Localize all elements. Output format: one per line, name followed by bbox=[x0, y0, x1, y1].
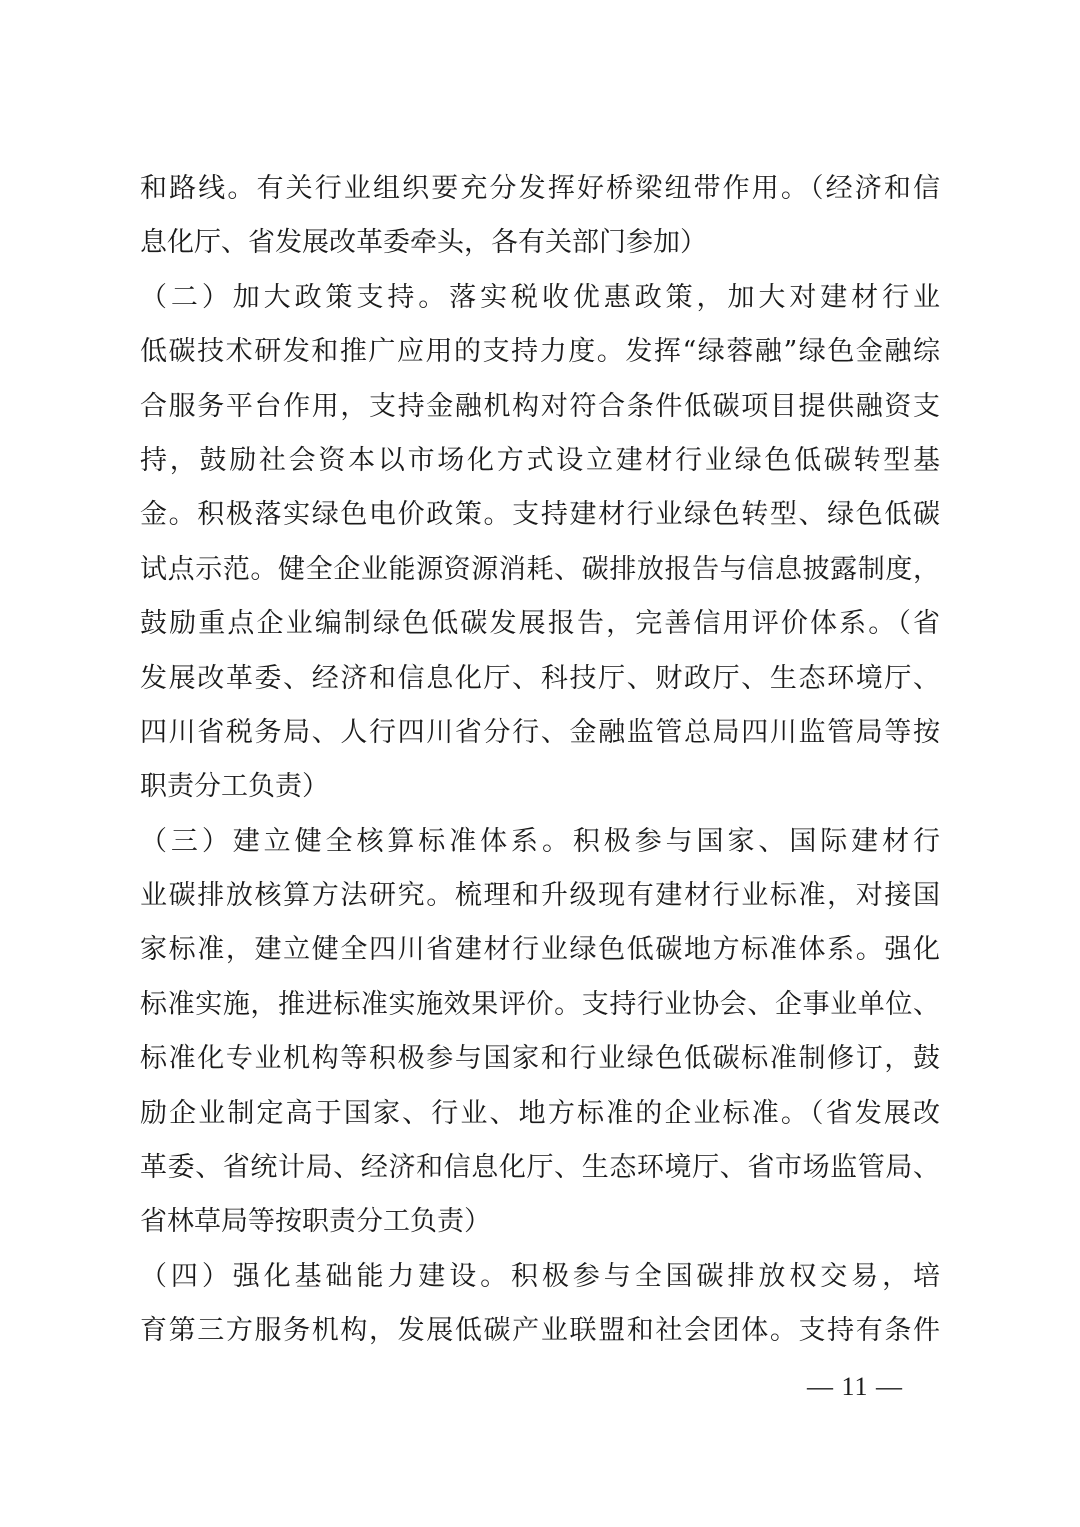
text-line: 职责分工负责） bbox=[140, 771, 329, 803]
text-line: 标准实施，推进标准实施效果评价。支持行业协会、企事业单位、 bbox=[140, 988, 940, 1020]
page-number: — 11 — bbox=[806, 1372, 904, 1401]
text-line: 试点示范。健全企业能源资源消耗、碳排放报告与信息披露制度， bbox=[140, 553, 940, 585]
text-line: 持，鼓励社会资本以市场化方式设立建材行业绿色低碳转型基 bbox=[140, 444, 940, 476]
body-text bbox=[140, 162, 940, 1359]
text-line: 金。积极落实绿色电价政策。支持建材行业绿色转型、绿色低碳 bbox=[140, 499, 940, 531]
text-line: 育第三方服务机构，发展低碳产业联盟和社会团体。支持有条件 bbox=[140, 1315, 940, 1347]
text-line: （二）加大政策支持。落实税收优惠政策，加大对建材行业 bbox=[140, 281, 940, 313]
text-line: 发展改革委、经济和信息化厅、科技厅、财政厅、生态环境厅、 bbox=[140, 662, 940, 694]
text-line: 标准化专业机构等积极参与国家和行业绿色低碳标准制修订，鼓 bbox=[140, 1043, 940, 1075]
text-line: 励企业制定高于国家、行业、地方标准的企业标准。（省发展改 bbox=[140, 1097, 940, 1129]
text-line: （三）建立健全核算标准体系。积极参与国家、国际建材行 bbox=[140, 825, 940, 857]
text-line: 省林草局等按职责分工负责） bbox=[140, 1206, 491, 1238]
text-line: 四川省税务局、人行四川省分行、金融监管总局四川监管局等按 bbox=[140, 716, 940, 748]
text-line: 革委、省统计局、经济和信息化厅、生态环境厅、省市场监管局、 bbox=[140, 1152, 940, 1184]
text-line: 家标准，建立健全四川省建材行业绿色低碳地方标准体系。强化 bbox=[140, 934, 940, 966]
text-line: 息化厅、省发展改革委牵头，各有关部门参加） bbox=[140, 227, 707, 259]
text-line: 合服务平台作用，支持金融机构对符合条件低碳项目提供融资支 bbox=[140, 390, 940, 422]
text-line: 低碳技术研发和推广应用的支持力度。发挥“绿蓉融”绿色金融综 bbox=[140, 336, 940, 368]
text-line: （四）强化基础能力建设。积极参与全国碳排放权交易，培 bbox=[140, 1260, 940, 1292]
text-line: 业碳排放核算方法研究。梳理和升级现有建材行业标准，对接国 bbox=[140, 880, 940, 912]
text-line: 鼓励重点企业编制绿色低碳发展报告，完善信用评价体系。（省 bbox=[140, 608, 940, 640]
text-line: 和路线。有关行业组织要充分发挥好桥梁纽带作用。（经济和信 bbox=[140, 173, 940, 204]
